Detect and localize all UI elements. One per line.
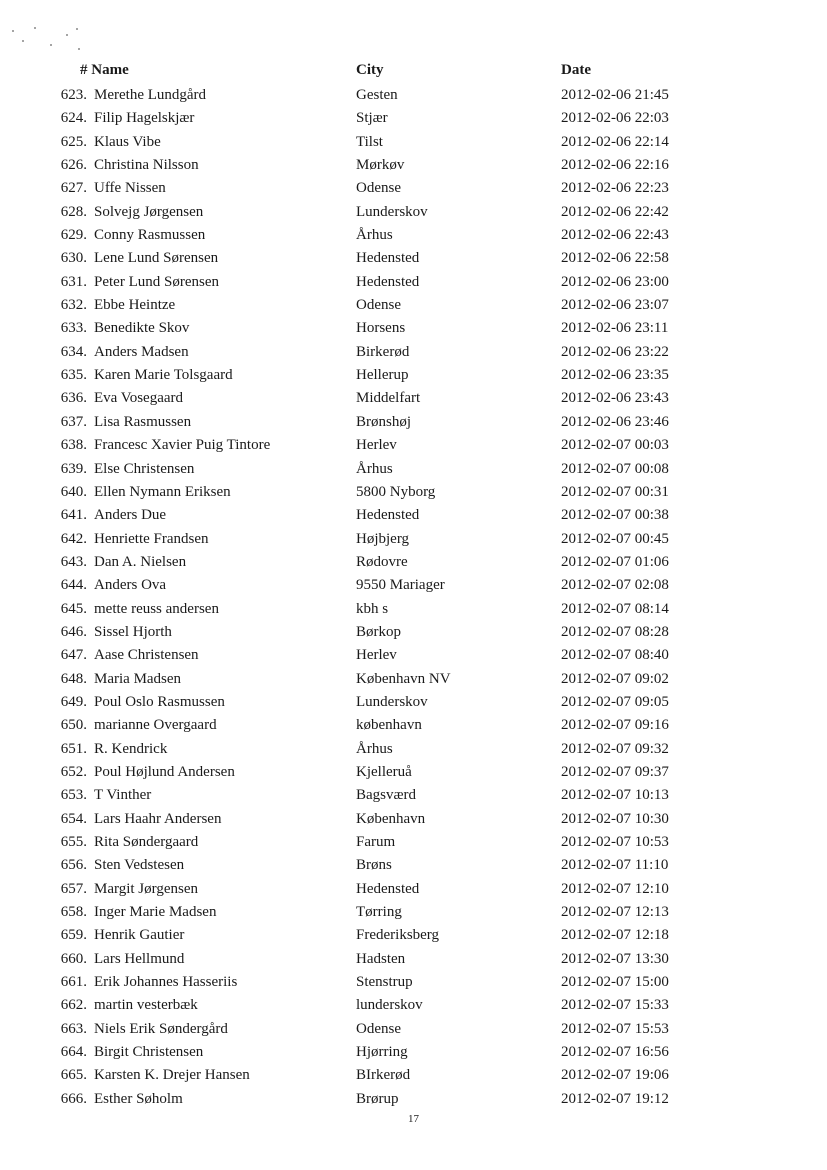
- table-row: [0, 831, 827, 854]
- row-name: Henrik Gautier: [94, 927, 185, 944]
- row-date: 2012-02-06 22:23: [561, 180, 669, 197]
- table-body: [0, 84, 827, 1111]
- row-date: 2012-02-06 23:43: [561, 390, 669, 407]
- row-number: 665.: [60, 1067, 87, 1084]
- table-row: [0, 177, 827, 200]
- row-city: Mørkøv: [356, 157, 405, 174]
- row-name: Merethe Lundgård: [94, 87, 207, 103]
- table-row: [0, 668, 827, 691]
- row-number: 633.: [60, 320, 87, 337]
- row-date: 2012-02-07 15:33: [561, 997, 669, 1014]
- row-city: Hedensted: [356, 273, 420, 290]
- row-name: Francesc Xavier Puig Tintore: [94, 437, 271, 454]
- row-name: mette reuss andersen: [94, 600, 219, 617]
- scan-specks: [10, 26, 90, 56]
- row-number: 664.: [60, 1044, 87, 1061]
- row-date: 2012-02-07 02:08: [561, 577, 669, 594]
- table-row: [0, 481, 827, 504]
- row-number: 666.: [60, 1090, 87, 1107]
- row-name: R. Kendrick: [94, 740, 168, 757]
- speck: [50, 44, 52, 46]
- row-name: Anders Madsen: [94, 343, 189, 360]
- row-number: 642.: [60, 530, 87, 547]
- row-name: Uffe Nissen: [94, 180, 166, 197]
- row-date: 2012-02-07 01:06: [561, 553, 669, 570]
- row-date: 2012-02-07 11:10: [561, 857, 669, 874]
- table-row: [0, 434, 827, 457]
- table-row: [0, 784, 827, 807]
- row-name: Anders Ova: [94, 577, 167, 594]
- row-city: Odense: [356, 1020, 401, 1037]
- row-city: 9550 Mariager: [356, 577, 445, 594]
- table-row: [0, 924, 827, 947]
- row-number: 650.: [60, 717, 87, 734]
- row-date: 2012-02-07 12:10: [561, 880, 669, 897]
- row-date: 2012-02-07 00:38: [561, 507, 669, 524]
- table-row: [0, 1064, 827, 1087]
- row-name: Aase Christensen: [94, 647, 199, 664]
- row-city: Stenstrup: [356, 974, 413, 991]
- row-city: Rødovre: [356, 553, 408, 570]
- table-row: [0, 247, 827, 270]
- row-city: Birkerød: [356, 343, 410, 360]
- table-row: [0, 691, 827, 714]
- page-number: 17: [408, 1113, 419, 1125]
- table-row: [0, 644, 827, 667]
- row-city: Tørring: [356, 904, 402, 921]
- row-city: 5800 Nyborg: [356, 483, 436, 500]
- table-row: [0, 458, 827, 481]
- row-name: Eva Vosegaard: [94, 390, 184, 407]
- row-number: 635.: [60, 367, 87, 384]
- row-date: 2012-02-06 23:46: [561, 413, 669, 430]
- row-date: 2012-02-07 12:13: [561, 904, 669, 921]
- row-date: 2012-02-07 10:30: [561, 810, 669, 827]
- table-row: [0, 714, 827, 737]
- table-row: [0, 1018, 827, 1041]
- row-date: 2012-02-07 19:06: [561, 1067, 669, 1084]
- row-city: København: [356, 810, 426, 827]
- row-date: 2012-02-07 08:14: [561, 600, 669, 617]
- row-city: Brøns: [356, 857, 392, 874]
- row-number: 651.: [60, 740, 87, 757]
- row-city: Frederiksberg: [356, 927, 440, 944]
- row-number: 629.: [60, 227, 87, 244]
- row-date: 2012-02-07 08:40: [561, 647, 669, 664]
- row-name: Peter Lund Sørensen: [94, 273, 219, 290]
- row-city: Hellerup: [356, 367, 409, 384]
- row-name: Karsten K. Drejer Hansen: [94, 1067, 250, 1084]
- row-city: Brønshøj: [356, 413, 412, 430]
- row-city: Kjelleruå: [356, 763, 412, 780]
- speck: [66, 34, 68, 36]
- row-name: Niels Erik Søndergård: [94, 1020, 228, 1037]
- row-number: 647.: [60, 647, 87, 664]
- row-date: 2012-02-07 09:05: [561, 693, 669, 710]
- row-city: Brørup: [356, 1090, 399, 1107]
- row-name: marianne Overgaard: [94, 717, 217, 734]
- speck: [76, 28, 78, 30]
- row-city: Århus: [356, 227, 393, 244]
- row-number: 626.: [60, 157, 87, 174]
- row-name: Solvejg Jørgensen: [94, 203, 204, 220]
- row-number: 634.: [60, 343, 87, 360]
- row-date: 2012-02-06 22:58: [561, 250, 669, 267]
- row-city: Hedensted: [356, 250, 420, 267]
- table-row: [0, 878, 827, 901]
- row-city: Bagsværd: [356, 787, 416, 804]
- row-city: lunderskov: [356, 997, 423, 1014]
- table-row: [0, 971, 827, 994]
- table-row: [0, 341, 827, 364]
- table-row: [0, 387, 827, 410]
- speck: [78, 48, 80, 50]
- row-date: 2012-02-07 00:08: [561, 460, 669, 477]
- row-number: 631.: [60, 273, 87, 290]
- table-row: [0, 598, 827, 621]
- row-number: 652.: [60, 763, 87, 780]
- row-date: 2012-02-07 00:31: [561, 483, 669, 500]
- row-city: Højbjerg: [356, 530, 410, 547]
- row-name: Poul Oslo Rasmussen: [94, 693, 225, 710]
- row-name: Conny Rasmussen: [94, 227, 206, 244]
- row-number: 623.: [60, 87, 87, 103]
- row-number: 645.: [60, 600, 87, 617]
- row-number: 649.: [60, 693, 87, 710]
- row-number: 656.: [60, 857, 87, 874]
- row-name: Poul Højlund Andersen: [94, 763, 235, 780]
- table-row: [0, 994, 827, 1017]
- row-city: Horsens: [356, 320, 406, 337]
- row-date: 2012-02-06 22:43: [561, 227, 669, 244]
- row-name: Christina Nilsson: [94, 157, 199, 174]
- speck: [22, 40, 24, 42]
- row-name: Klaus Vibe: [94, 133, 161, 150]
- table-row: [0, 528, 827, 551]
- row-number: 655.: [60, 834, 87, 850]
- row-name: Benedikte Skov: [94, 320, 190, 337]
- row-name: Inger Marie Madsen: [94, 904, 217, 921]
- row-date: 2012-02-06 23:22: [561, 343, 669, 360]
- table-row: [0, 621, 827, 644]
- row-number: 663.: [60, 1020, 87, 1037]
- row-name: Else Christensen: [94, 460, 195, 477]
- row-number: 627.: [60, 180, 87, 197]
- row-name: Sten Vedstesen: [94, 857, 185, 874]
- row-city: Stjær: [356, 110, 388, 127]
- header-city: City: [356, 62, 384, 78]
- row-number: 661.: [60, 974, 87, 991]
- row-city: Hedensted: [356, 507, 420, 524]
- row-date: 2012-02-06 23:35: [561, 367, 669, 384]
- table-row: [0, 107, 827, 130]
- speck: [12, 30, 14, 32]
- table-row: [0, 84, 827, 107]
- row-date: 2012-02-07 08:28: [561, 623, 669, 640]
- row-city: Herlev: [356, 437, 397, 454]
- row-name: Lene Lund Sørensen: [94, 250, 219, 267]
- header-date: Date: [561, 62, 591, 78]
- row-date: 2012-02-06 23:00: [561, 273, 669, 290]
- row-city: Hedensted: [356, 880, 420, 897]
- row-city: Børkop: [356, 623, 401, 640]
- row-number: 636.: [60, 390, 87, 407]
- row-city: kbh s: [356, 600, 389, 617]
- speck: [34, 27, 36, 29]
- table-row: [0, 761, 827, 784]
- row-city: Middelfart: [356, 390, 421, 407]
- row-number: 646.: [60, 623, 87, 640]
- row-number: 641.: [60, 507, 87, 524]
- row-date: 2012-02-07 15:53: [561, 1020, 669, 1037]
- row-name: martin vesterbæk: [94, 997, 198, 1014]
- row-name: Lisa Rasmussen: [94, 413, 192, 430]
- row-number: 624.: [60, 110, 87, 127]
- row-date: 2012-02-06 22:16: [561, 157, 669, 174]
- row-number: 657.: [60, 880, 87, 897]
- row-number: 644.: [60, 577, 87, 594]
- table-row: [0, 271, 827, 294]
- row-number: 658.: [60, 904, 87, 921]
- row-date: 2012-02-07 00:45: [561, 530, 669, 547]
- row-name: Birgit Christensen: [94, 1044, 204, 1061]
- row-date: 2012-02-07 00:03: [561, 437, 669, 454]
- row-city: Odense: [356, 180, 401, 197]
- row-date: 2012-02-07 09:37: [561, 763, 669, 780]
- row-date: 2012-02-06 22:14: [561, 133, 669, 150]
- row-name: Henriette Frandsen: [94, 530, 209, 547]
- row-number: 628.: [60, 203, 87, 220]
- row-number: 654.: [60, 810, 87, 827]
- row-number: 640.: [60, 483, 87, 500]
- table-row: [0, 551, 827, 574]
- table-row: [0, 201, 827, 224]
- row-number: 630.: [60, 250, 87, 267]
- row-city: Århus: [356, 740, 393, 757]
- row-date: 2012-02-07 09:32: [561, 740, 669, 757]
- row-number: 639.: [60, 460, 87, 477]
- row-city: Lunderskov: [356, 203, 428, 220]
- row-date: 2012-02-06 23:07: [561, 297, 669, 314]
- row-city: Århus: [356, 460, 393, 477]
- row-city: BIrkerød: [356, 1067, 411, 1084]
- row-name: Dan A. Nielsen: [94, 553, 187, 570]
- row-date: 2012-02-06 22:03: [561, 110, 669, 127]
- row-number: 648.: [60, 670, 87, 687]
- row-number: 659.: [60, 927, 87, 944]
- row-city: Hadsten: [356, 950, 406, 967]
- row-name: Margit Jørgensen: [94, 880, 199, 897]
- table-header: [0, 62, 827, 84]
- row-name: Ebbe Heintze: [94, 297, 176, 314]
- row-number: 643.: [60, 553, 87, 570]
- row-number: 637.: [60, 413, 87, 430]
- row-date: 2012-02-07 10:13: [561, 787, 669, 804]
- row-number: 662.: [60, 997, 87, 1014]
- row-date: 2012-02-07 12:18: [561, 927, 669, 944]
- row-date: 2012-02-07 09:16: [561, 717, 669, 734]
- row-number: 638.: [60, 437, 87, 454]
- header-num-name: # Name: [80, 62, 129, 78]
- table-row: [0, 1041, 827, 1064]
- row-date: 2012-02-07 16:56: [561, 1044, 669, 1061]
- row-name: Anders Due: [94, 507, 167, 524]
- table-row: [0, 854, 827, 877]
- row-date: 2012-02-06 21:45: [561, 87, 669, 103]
- row-date: 2012-02-06 22:42: [561, 203, 669, 220]
- row-city: København NV: [356, 670, 451, 687]
- table-row: [0, 901, 827, 924]
- row-city: Farum: [356, 834, 396, 850]
- row-city: Odense: [356, 297, 401, 314]
- row-name: Sissel Hjorth: [94, 623, 172, 640]
- row-name: Lars Haahr Andersen: [94, 810, 222, 827]
- row-number: 632.: [60, 297, 87, 314]
- row-city: københavn: [356, 717, 422, 734]
- table-row: [0, 364, 827, 387]
- table-row: [0, 738, 827, 761]
- table-row: [0, 808, 827, 831]
- table-row: [0, 948, 827, 971]
- row-number: 625.: [60, 133, 87, 150]
- row-name: Rita Søndergaard: [94, 834, 199, 850]
- row-city: Herlev: [356, 647, 397, 664]
- table-row: [0, 1088, 827, 1111]
- table-row: [0, 411, 827, 434]
- row-date: 2012-02-07 15:00: [561, 974, 669, 991]
- table-row: [0, 154, 827, 177]
- row-city: Tilst: [356, 133, 383, 150]
- row-name: Maria Madsen: [94, 670, 182, 687]
- row-city: Hjørring: [356, 1044, 408, 1061]
- row-name: Karen Marie Tolsgaard: [94, 367, 233, 384]
- row-city: Lunderskov: [356, 693, 428, 710]
- row-name: Ellen Nymann Eriksen: [94, 483, 231, 500]
- table-row: [0, 294, 827, 317]
- row-date: 2012-02-07 09:02: [561, 670, 669, 687]
- table-row: [0, 504, 827, 527]
- row-date: 2012-02-06 23:11: [561, 320, 669, 337]
- row-date: 2012-02-07 10:53: [561, 834, 669, 850]
- table-row: [0, 131, 827, 154]
- row-city: Gesten: [356, 87, 398, 103]
- row-number: 653.: [60, 787, 87, 804]
- row-name: Erik Johannes Hasseriis: [94, 974, 238, 991]
- table-row: [0, 317, 827, 340]
- row-date: 2012-02-07 19:12: [561, 1090, 669, 1107]
- row-name: Filip Hagelskjær: [94, 110, 195, 127]
- row-number: 660.: [60, 950, 87, 967]
- table-row: [0, 224, 827, 247]
- row-name: Lars Hellmund: [94, 950, 185, 967]
- row-date: 2012-02-07 13:30: [561, 950, 669, 967]
- row-name: T Vinther: [94, 787, 152, 804]
- row-name: Esther Søholm: [94, 1090, 183, 1107]
- table-row: [0, 574, 827, 597]
